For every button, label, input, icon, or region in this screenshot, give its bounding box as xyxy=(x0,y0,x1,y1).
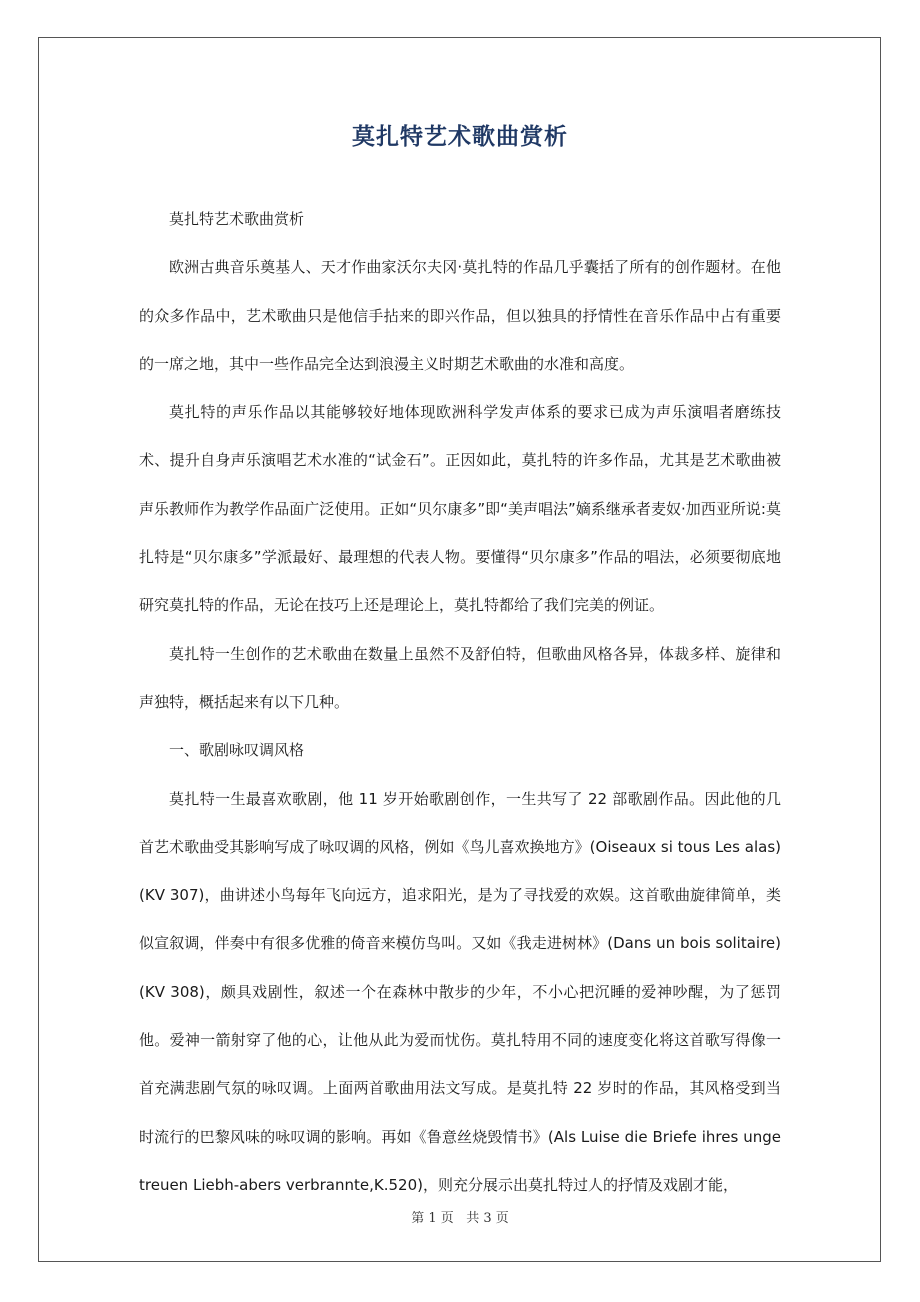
paragraph-vocal-works: 莫扎特的声乐作品以其能够较好地体现欧洲科学发声体系的要求已成为声乐演唱者磨练技术、提升自身声乐演唱艺术水准的“试金石”。正因如此，莫扎特的许多作品，尤其是艺术歌曲被声乐教师作为教学作品面广泛使用。正如“贝尔康多”即“美声唱法”嫡系继承者麦奴·加西亚所说:莫扎特是“贝尔康多”学派最好、最理想的代表人物。要懂得“贝尔康多”作品的唱法，必须要彻底地研究莫扎特的作品，无论在技巧上还是理论上，莫扎特都给了我们完美的例证。 xyxy=(139,403,781,615)
paragraph-intro: 欧洲古典音乐奠基人、天才作曲家沃尔夫冈·莫扎特的作品几乎囊括了所有的创作题材。在他的众多作品中，艺术歌曲只是他信手拈来的即兴作品，但以独具的抒情性在音乐作品中占有重要的一席之地，其中一些作品完全达到浪漫主义时期艺术歌曲的水准和高度。 xyxy=(139,258,781,373)
page-number: 第 1 页 xyxy=(411,1211,454,1226)
page-total: 共 3 页 xyxy=(466,1211,509,1226)
document-body xyxy=(139,195,781,1209)
paragraph-subtitle: 莫扎特艺术歌曲赏析 xyxy=(169,210,305,228)
page-footer xyxy=(0,1207,920,1226)
document-title: 莫扎特艺术歌曲赏析 xyxy=(352,124,568,150)
paragraph-styles-overview: 莫扎特一生创作的艺术歌曲在数量上虽然不及舒伯特，但歌曲风格各异，体裁多样、旋律和声独特，概括起来有以下几种。 xyxy=(139,644,781,711)
paragraph-opera-aria: 莫扎特一生最喜欢歌剧，他 11 岁开始歌剧创作，一生共写了 22 部歌剧作品。因此他的几首艺术歌曲受其影响写成了咏叹调的风格，例如《鸟儿喜欢换地方》(Oiseaux si tous Les alas)(KV 307)，曲讲述小鸟每年飞向远方，追求阳光，是为了寻找爱的欢娱。这首歌曲旋律简单，类似宣叙调，伴奏中有很多优雅的倚音来模仿鸟叫。又如《我走进树林》(Dans un bois solitaire)(KV 308)，颇具戏剧性，叙述一个在森林中散步的少年，不小心把沉睡的爱神吵醒，为了惩罚他。爱神一箭射穿了他的心，让他从此为爱而忧伤。莫扎特用不同的速度变化将这首歌写得像一首充满悲剧气氛的咏叹调。上面两首歌曲用法文写成。是莫扎特 22 岁时的作品，其风格受到当时流行的巴黎风味的咏叹调的影响。再如《鲁意丝烧毁情书》(Als Luise die Briefe ihres ungetreuen Liebh-abers verbrannte,K.520)，则充分展示出莫扎特过人的抒情及戏剧才能， xyxy=(139,789,781,1194)
section-heading-opera-aria: 一、歌剧咏叹调风格 xyxy=(169,741,305,760)
